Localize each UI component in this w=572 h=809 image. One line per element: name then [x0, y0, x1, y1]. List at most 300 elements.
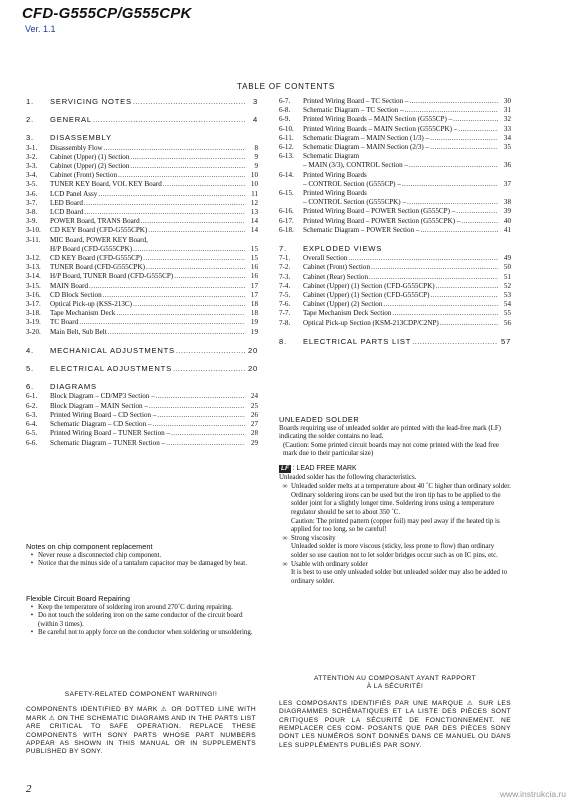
attention-title-1: ATTENTION AU COMPOSANT AYANT RAPPORT	[313, 675, 477, 682]
toc-label: – CONTROL Section (G555CP) –	[303, 179, 401, 188]
dot-leader	[461, 217, 498, 226]
toc-right-column	[279, 97, 511, 346]
toc-label: TUNER Board (CFD-G555CPK)	[50, 263, 145, 272]
safety-text: COMPONENTS IDENTIFIED BY MARK ⚠ OR DOTTED LINE WITH MARK ⚠ ON THE SCHEMATIC DIAGRAMS AND IN THE PARTS LIST ARE CRITICAL TO SAFE OPERATION. REPLACE THESE COMPONENTS WITH SONY PARTS WHOSE PART NUMBERS APPEAR AS SHOWN IN THIS MANUAL OR IN SUPPLEMENTS PUBLISHED BY SONY.	[26, 706, 256, 756]
toc-entry	[279, 282, 511, 291]
toc-label: SERVICING NOTES	[50, 97, 132, 106]
infinity-icon: ∞	[282, 560, 288, 568]
toc-entry	[26, 226, 258, 235]
toc-page: 16	[250, 272, 258, 281]
toc-number: 3-18.	[26, 309, 41, 318]
toc-number: 6-17.	[279, 216, 294, 225]
unleaded-intro: Unleaded solder has the following characteristics.	[279, 473, 417, 481]
toc-entry	[26, 162, 258, 171]
dot-leader	[148, 226, 245, 235]
toc-section	[26, 346, 258, 355]
dot-leader	[98, 190, 245, 199]
toc-page: 16	[250, 263, 258, 272]
toc-entry	[26, 236, 258, 245]
dot-leader	[143, 254, 245, 263]
toc-label: Block Diagram – MAIN Section –	[50, 401, 148, 410]
attention-french	[279, 675, 511, 750]
toc-page: 32	[503, 115, 511, 124]
page-number: 2	[26, 783, 32, 795]
toc-entry	[26, 328, 258, 337]
toc-label: GENERAL	[50, 115, 92, 125]
toc-entry	[279, 134, 511, 143]
toc-number: 6-7.	[279, 97, 291, 105]
toc-number: 6-5.	[26, 429, 38, 438]
dot-leader	[133, 97, 245, 106]
toc-entry	[279, 180, 511, 189]
dot-leader	[93, 115, 245, 124]
toc-page: 14	[250, 217, 258, 226]
dot-leader	[456, 207, 498, 216]
flex-repair	[26, 595, 256, 638]
dot-leader	[453, 115, 498, 124]
toc-number: 3-16.	[26, 290, 41, 299]
watermark-url: www.instrukcia.ru	[499, 789, 566, 799]
toc-entry	[26, 263, 258, 272]
toc-entry	[279, 125, 511, 134]
dot-leader	[458, 125, 498, 134]
dot-leader	[431, 291, 499, 300]
toc-number: 6-10.	[279, 124, 294, 133]
dot-leader	[156, 392, 245, 401]
toc-number: 7-1.	[279, 254, 291, 263]
toc-number: 5.	[26, 364, 34, 374]
list-item: • Be careful not to apply force on the conductor when soldering or unsoldering.	[30, 629, 253, 637]
toc-entry	[279, 273, 511, 282]
toc-page: 20	[247, 364, 258, 374]
toc-label: MIC Board, POWER KEY Board,	[50, 235, 148, 244]
toc-page: 19	[250, 318, 258, 327]
toc-label: H/P Board, TUNER Board (CFD-G555CP)	[50, 272, 174, 281]
toc-number: 6-13.	[279, 152, 294, 161]
toc-label: LED Board	[50, 198, 83, 207]
toc-label: TUNER KEY Board, VOL KEY Board	[50, 180, 162, 189]
unleaded-caution: (Caution: Some printed circuit boards may not come printed with the lead free mark due to their particular size)	[283, 441, 499, 458]
toc-number: 6-15.	[279, 189, 294, 198]
toc-page: 51	[503, 272, 511, 281]
toc-page: 17	[250, 290, 258, 299]
toc-entry	[26, 144, 258, 153]
chip-notes	[26, 543, 256, 569]
toc-section	[26, 364, 258, 373]
toc-number: 6-11.	[279, 133, 294, 142]
toc-entry	[26, 199, 258, 208]
toc-page: 55	[503, 309, 511, 318]
toc-label: Schematic Diagram – MAIN Section (2/3) –	[303, 143, 430, 152]
toc-number: 6.	[26, 382, 34, 392]
list-item: • Do not touch the soldering iron on the same conductor of the circuit board (within 3 times).	[30, 612, 243, 628]
toc-page: 15	[250, 254, 258, 263]
dot-leader	[176, 346, 245, 355]
toc-entry	[26, 309, 258, 318]
toc-number: 6-14.	[279, 170, 294, 179]
toc-number: 1.	[26, 97, 34, 106]
toc-label: Schematic Diagram – CD Section –	[50, 420, 152, 429]
toc-label: LCD Panel Assy	[50, 189, 98, 198]
toc-number: 3-4.	[26, 171, 38, 180]
toc-number: 3-7.	[26, 198, 38, 207]
list-item: ∞ Usable with ordinary solder It is best to use only unleaded solder but unleaded solder may also be added to ordinary solder.	[279, 561, 511, 587]
toc-label: MECHANICAL ADJUSTMENTS	[50, 345, 175, 355]
dot-leader	[163, 180, 245, 189]
toc-label: Printed Wiring Boards	[303, 189, 367, 198]
toc-number: 7-7.	[279, 309, 291, 318]
toc-page: 27	[250, 420, 258, 429]
toc-label: Overall Section	[303, 254, 348, 263]
toc-entry	[26, 272, 258, 281]
toc-section	[26, 97, 258, 106]
dot-leader	[84, 199, 245, 208]
toc-page: 18	[250, 300, 258, 309]
list-item: ∞ Strong viscosity Unleaded solder is more viscous (sticky, less prone to flow) than ordinary solder so use caution not to let solder bridges occur such as on IC pins, etc.	[279, 535, 511, 561]
toc-entry	[26, 411, 258, 420]
toc-page: 14	[250, 226, 258, 235]
dot-leader	[412, 337, 498, 346]
toc-entry	[26, 153, 258, 162]
toc-entry	[279, 143, 511, 152]
dot-leader	[130, 162, 245, 171]
dot-leader	[133, 245, 245, 254]
toc-label: ELECTRICAL PARTS LIST	[303, 336, 412, 346]
toc-label: TC Board	[50, 318, 79, 327]
toc-label: CD KEY Board (CFD-G555CPK)	[50, 226, 148, 235]
toc-page: 40	[503, 216, 511, 225]
toc-number: 6-12.	[279, 143, 294, 152]
toc-entry	[279, 198, 511, 207]
toc-number: 3-19.	[26, 318, 41, 327]
dot-leader	[118, 171, 245, 180]
toc-entry	[279, 161, 511, 170]
toc-page: 38	[503, 198, 511, 207]
safety-title: SAFETY-RELATED COMPONENT WARNING!!	[64, 691, 218, 698]
toc-entry	[26, 254, 258, 263]
toc-entry	[26, 208, 258, 217]
toc-page: 50	[503, 263, 511, 272]
toc-label: Schematic Diagram – TUNER Section –	[50, 438, 166, 447]
toc-page: 12	[250, 198, 258, 207]
toc-page: 17	[250, 281, 258, 290]
toc-number: 7.	[279, 244, 287, 254]
toc-entry	[279, 226, 511, 235]
toc-entry	[26, 291, 258, 300]
dot-leader	[108, 328, 245, 337]
toc-number: 3-5.	[26, 180, 38, 189]
infinity-icon: ∞	[282, 534, 288, 542]
toc-label: Printed Wiring Boards – MAIN Section (G555CPK) –	[303, 124, 458, 133]
toc-page: 52	[503, 281, 511, 290]
toc-page: 25	[250, 401, 258, 410]
toc-label: DISASSEMBLY	[50, 133, 112, 143]
toc-number: 7-2.	[279, 263, 291, 272]
toc-label: Cabinet (Front) Section	[50, 171, 117, 180]
toc-number: 7-4.	[279, 281, 291, 290]
infinity-icon: ∞	[282, 483, 288, 491]
toc-page: 26	[250, 410, 258, 419]
manual-title: CFD-G555CP/G555CPK	[22, 5, 192, 22]
toc-entry	[279, 97, 511, 106]
toc-page: 31	[503, 106, 511, 115]
toc-entry	[279, 189, 511, 198]
toc-label: Cabinet (Upper) (2) Section	[303, 300, 383, 309]
toc-page: 49	[503, 254, 511, 263]
toc-label: – MAIN (3/3), CONTROL Section –	[303, 161, 408, 170]
dot-leader	[405, 106, 498, 115]
toc-label: Printed Wiring Board – CD Section –	[50, 410, 157, 419]
list-item: • Never reuse a disconnected chip component.	[30, 551, 162, 559]
toc-number: 6-9.	[279, 115, 291, 124]
dot-leader	[420, 226, 498, 235]
toc-number: 3-1.	[26, 143, 38, 152]
dot-leader	[116, 309, 245, 318]
toc-entry	[26, 392, 258, 401]
toc-label: – CONTROL Section (G555CPK) –	[303, 198, 406, 207]
dot-leader	[392, 309, 498, 318]
toc-label: Printed Wiring Board – POWER Section (G555CPK) –	[303, 216, 461, 225]
dot-leader	[89, 282, 245, 291]
dot-leader	[436, 282, 498, 291]
toc-entry	[26, 180, 258, 189]
toc-label: Schematic Diagram – MAIN Section (1/3) –	[303, 133, 430, 142]
dot-leader	[152, 420, 245, 429]
toc-number: 6-4.	[26, 420, 38, 429]
dot-leader	[141, 217, 245, 226]
dot-leader	[440, 319, 498, 328]
toc-number: 3-17.	[26, 300, 41, 309]
dot-leader	[174, 272, 245, 281]
toc-label: Cabinet (Upper) (1) Section (CFD-G555CPK)	[303, 281, 435, 290]
dot-leader	[84, 208, 245, 217]
toc-page: 15	[250, 244, 258, 253]
attention-title-2: À LA SÉCURITÉ!	[366, 683, 424, 691]
toc-number: 6-3.	[26, 410, 38, 419]
toc-number: 2.	[26, 115, 34, 125]
toc-number: 3-15.	[26, 281, 41, 290]
toc-label: Cabinet (Upper) (2) Section	[50, 162, 130, 171]
toc-label: Main Belt, Sub Belt	[50, 327, 107, 336]
toc-label: Printed Wiring Board – TC Section –	[303, 97, 409, 105]
toc-label: Printed Wiring Board – TUNER Section –	[50, 429, 171, 438]
toc-page: 3	[252, 97, 258, 106]
toc-entry	[279, 319, 511, 328]
toc-label: Schematic Diagram – POWER Section –	[303, 225, 420, 234]
toc-entry	[26, 300, 258, 309]
toc-label: Printed Wiring Board – POWER Section (G555CP) –	[303, 207, 456, 216]
toc-page: 35	[503, 143, 511, 152]
toc-entry	[26, 402, 258, 411]
toc-label: Schematic Diagram – TC Section –	[303, 106, 404, 115]
toc-page: 30	[503, 97, 511, 105]
list-item: • Keep the temperature of soldering iron around 270˚C during repairing.	[30, 603, 233, 611]
toc-entry	[279, 254, 511, 263]
toc-page: 34	[503, 133, 511, 142]
toc-left-column	[26, 97, 258, 448]
toc-number: 7-3.	[279, 272, 291, 281]
unleaded-title: UNLEADED SOLDER	[279, 415, 360, 424]
toc-page: 53	[503, 291, 511, 300]
toc-entry	[26, 318, 258, 327]
toc-number: 3.	[26, 133, 34, 143]
toc-label: MAIN Board	[50, 281, 89, 290]
toc-entry	[279, 152, 511, 161]
toc-page: 10	[250, 180, 258, 189]
chip-notes-title: Notes on chip component replacement	[26, 542, 153, 551]
toc-section	[26, 115, 258, 124]
safety-warning	[26, 691, 256, 757]
toc-entry	[26, 190, 258, 199]
toc-number: 4.	[26, 345, 34, 355]
toc-label: Printed Wiring Boards	[303, 170, 367, 179]
toc-number: 3-2.	[26, 152, 38, 161]
dot-leader	[146, 263, 245, 272]
dot-leader	[383, 300, 498, 309]
toc-page: 19	[250, 327, 258, 336]
dot-leader	[104, 144, 245, 153]
toc-label: Optical Pick-up Section (KSM-213CDP/C2NP)	[303, 318, 439, 327]
dot-leader	[103, 291, 245, 300]
toc-number: 6-6.	[26, 438, 38, 447]
toc-label: Cabinet (Upper) (1) Section	[50, 152, 130, 161]
toc-number: 6-1.	[26, 392, 38, 401]
toc-label: POWER Board, TRANS Board	[50, 217, 140, 226]
toc-entry	[279, 263, 511, 272]
toc-page: 57	[500, 336, 511, 346]
dot-leader	[430, 134, 498, 143]
dot-leader	[171, 429, 245, 438]
dot-leader	[348, 254, 498, 263]
toc-entry	[26, 429, 258, 438]
toc-number: 7-5.	[279, 291, 291, 300]
toc-page: 37	[503, 179, 511, 188]
toc-number: 3-11.	[26, 235, 41, 244]
toc-page: 54	[503, 300, 511, 309]
toc-entry	[279, 171, 511, 180]
toc-number: 3-10.	[26, 226, 41, 235]
toc-number: 3-9.	[26, 217, 38, 226]
toc-label: ELECTRICAL ADJUSTMENTS	[50, 364, 172, 374]
toc-number: 7-6.	[279, 300, 291, 309]
toc-label: Cabinet (Upper) (1) Section (CFD-G555CP)	[303, 291, 430, 300]
toc-entry	[26, 439, 258, 448]
toc-page: 13	[250, 208, 258, 217]
toc-page: 9	[254, 162, 258, 171]
toc-label: CD KEY Board (CFD-G555CP)	[50, 254, 143, 263]
toc-label: Block Diagram – CD/MP3 Section –	[50, 392, 155, 401]
toc-label: EXPLODED VIEWS	[303, 244, 383, 254]
toc-page: 9	[254, 152, 258, 161]
toc-page: 56	[503, 318, 511, 327]
dot-leader	[369, 273, 498, 282]
toc-page: 29	[250, 438, 258, 447]
toc-label: Cabinet (Front) Section	[303, 263, 370, 272]
toc-number: 6-16.	[279, 207, 294, 216]
toc-page: 41	[503, 225, 511, 234]
lead-free-mark-line	[279, 465, 511, 474]
toc-entry	[279, 300, 511, 309]
toc-label: DIAGRAMS	[50, 382, 97, 392]
toc-number: 8.	[279, 336, 287, 346]
toc-entry	[26, 282, 258, 291]
dot-leader	[430, 143, 498, 152]
toc-label: CD Block Section	[50, 290, 102, 299]
toc-number: 6-8.	[279, 106, 291, 115]
toc-page: 28	[250, 429, 258, 438]
toc-entry	[26, 245, 258, 254]
toc-heading: TABLE OF CONTENTS	[237, 82, 335, 91]
toc-page: 4	[252, 115, 258, 125]
toc-number: 3-8.	[26, 208, 38, 217]
dot-leader	[133, 300, 245, 309]
unleaded-text: Boards requiring use of unleaded solder are printed with the lead-free mark (LF) indicating the solder contains no lead.	[279, 424, 501, 441]
lead-free-mark-title: : LEAD FREE MARK	[292, 464, 357, 472]
toc-number: 3-3.	[26, 162, 38, 171]
dot-leader	[402, 180, 498, 189]
toc-entry	[279, 291, 511, 300]
toc-page: 36	[503, 161, 511, 170]
toc-page: 33	[503, 124, 511, 133]
toc-label: Optical Pick-up (KSS-213C)	[50, 300, 132, 309]
toc-entry	[279, 115, 511, 124]
dot-leader	[409, 161, 498, 170]
toc-label: Tape Mechanism Deck	[50, 309, 116, 318]
toc-number: 7-8.	[279, 318, 291, 327]
toc-page: 24	[250, 392, 258, 401]
toc-number: 3-13.	[26, 263, 41, 272]
toc-entry	[26, 420, 258, 429]
toc-entry	[26, 171, 258, 180]
version-label: Ver. 1.1	[25, 24, 56, 34]
toc-page: 11	[251, 189, 258, 198]
toc-label: Schematic Diagram	[303, 152, 360, 161]
toc-label: H/P Board (CFD-G555CPK)	[50, 244, 133, 253]
toc-entry	[279, 106, 511, 115]
dot-leader	[371, 263, 498, 272]
list-item: • Notice that the minus side of a tantalum capacitor may be damaged by heat.	[30, 560, 247, 568]
dot-leader	[157, 411, 245, 420]
toc-section	[279, 337, 511, 346]
toc-entry	[279, 217, 511, 226]
toc-label: Disassembly Flow	[50, 143, 103, 152]
lead-free-logo-icon: LF	[281, 464, 289, 472]
toc-number: 6-2.	[26, 401, 38, 410]
toc-label: Cabinet (Rear) Section	[303, 272, 369, 281]
toc-page: 39	[503, 207, 511, 216]
toc-page: 8	[254, 143, 258, 152]
toc-number: 3-6.	[26, 189, 38, 198]
dot-leader	[149, 402, 245, 411]
dot-leader	[409, 97, 498, 106]
toc-page: 20	[247, 345, 258, 355]
toc-label: Tape Mechanism Deck Section	[303, 309, 392, 318]
toc-section-heading	[279, 244, 511, 253]
toc-page: 10	[250, 171, 258, 180]
unleaded-solder	[279, 416, 511, 586]
toc-page: 18	[250, 309, 258, 318]
toc-entry	[279, 207, 511, 216]
toc-section-heading	[26, 133, 258, 142]
dot-leader	[79, 318, 245, 327]
toc-number: 3-20.	[26, 327, 41, 336]
toc-entry	[279, 309, 511, 318]
toc-number: 3-12.	[26, 254, 41, 263]
toc-section-heading	[26, 382, 258, 391]
dot-leader	[130, 153, 245, 162]
toc-label: LCD Board	[50, 208, 84, 217]
flex-repair-title: Flexible Circuit Board Repairing	[26, 594, 130, 603]
